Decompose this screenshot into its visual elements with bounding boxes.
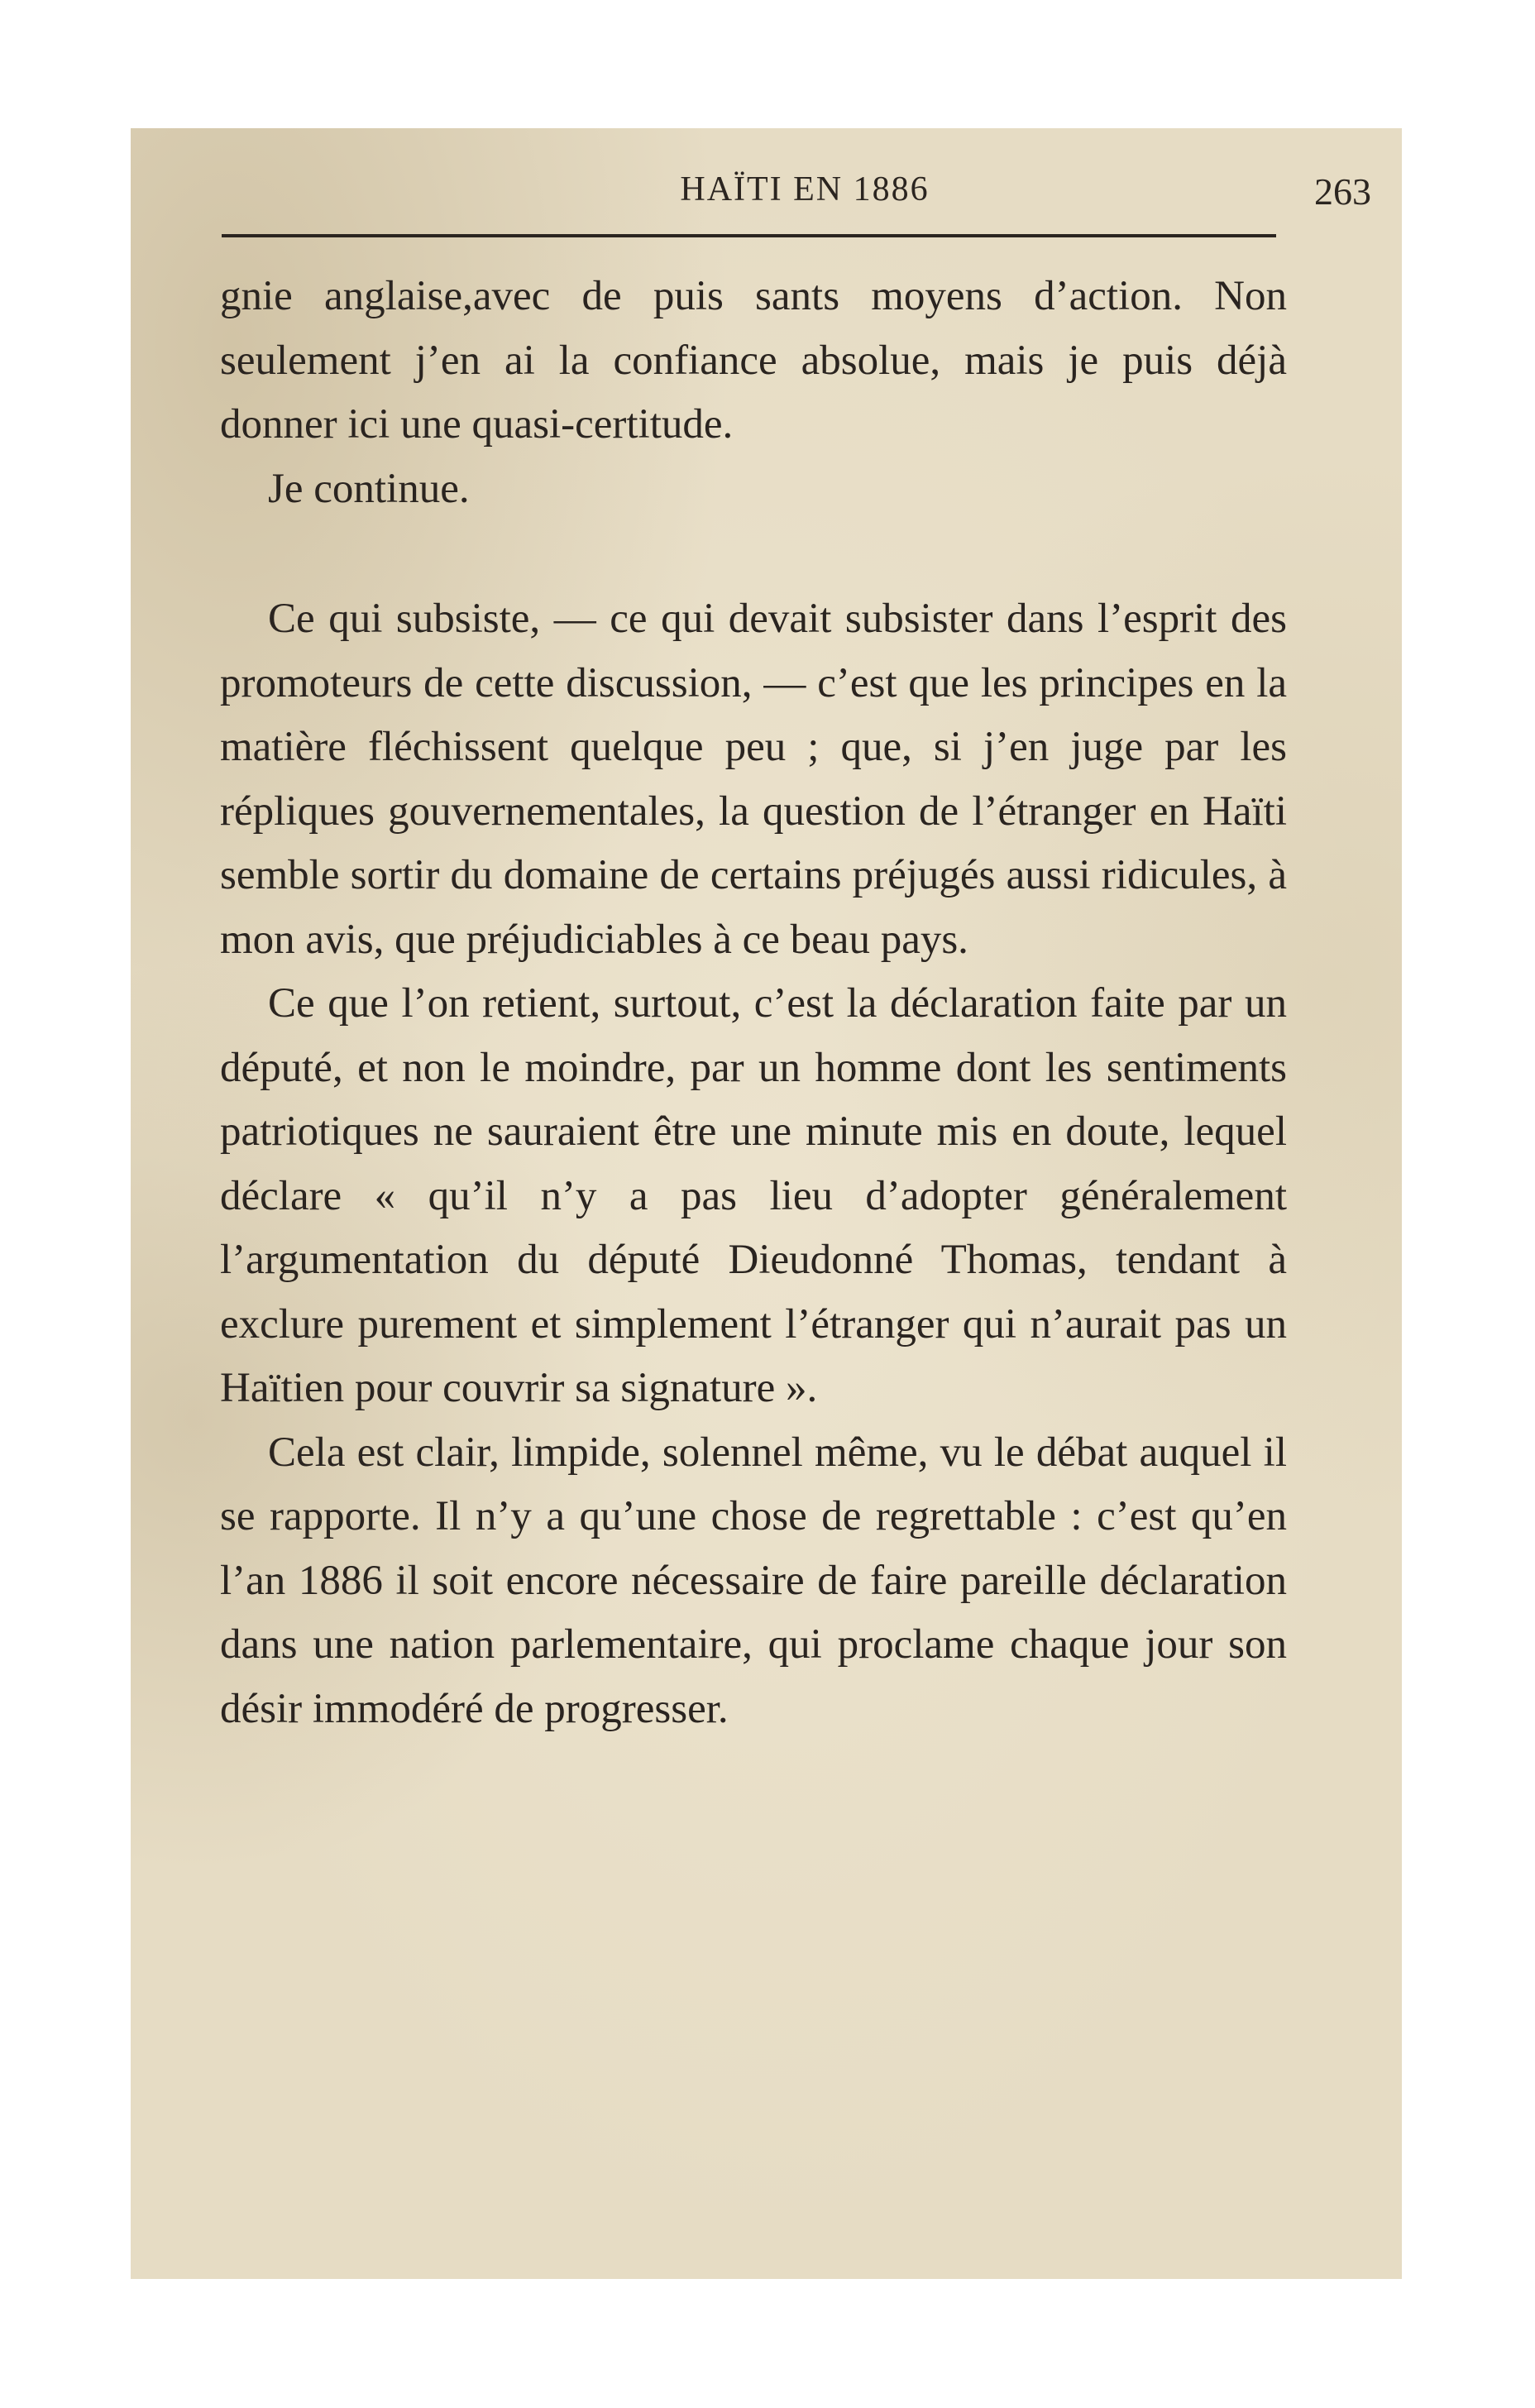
header-rule bbox=[222, 234, 1276, 237]
page-header bbox=[222, 170, 1388, 227]
paragraph-continuation: gnie anglaise,avec de puis sants moyens d’action. Non seulement j’en ai la confiance absolue, mais je puis déjà donner ici une quasi-certitude. bbox=[220, 273, 1287, 448]
paragraph-cela-est-clair: Cela est clair, limpide, solennel même, vu le débat auquel il se rapporte. Il n’y a qu’une chose de regrettable : c’est qu’en l’an 1886 il soit encore nécessaire de faire pareille déclaration dans une nation parlementaire, qui proclame chaque jour son désir immodéré de progresser. bbox=[220, 1429, 1287, 1732]
running-head: HAÏTI EN 1886 bbox=[680, 170, 930, 208]
paragraph-ce-que-lon-retient: Ce que l’on retient, surtout, c’est la déclaration faite par un député, et non le moindre, par un homme dont les sentiments patriotiques ne sauraient être une minute mis en doute, lequel déclare « qu’il n’y a pas lieu d’adopter généralement l’argumentation du député Dieudonné Thomas, tendant à exclure purement et simplement l’étranger qui n’aurait pas un Haïtien pour couvrir sa signature ». bbox=[220, 980, 1287, 1411]
paragraph-ce-qui-subsiste: Ce qui subsiste, — ce qui devait subsister dans l’esprit des promoteurs de cette discussion, — c’est que les principes en la matière fléchissent quelque peu ; que, si j’en juge par les répliques gouvernementales, la question de l’étranger en Haïti semble sortir du domaine de certains préjugés aussi ridicules, à mon avis, que préjudiciables à ce beau pays. bbox=[220, 596, 1287, 963]
section-gap bbox=[220, 521, 1287, 587]
paragraph-je-continue: Je continue. bbox=[268, 465, 470, 512]
book-page bbox=[131, 128, 1402, 2279]
body-text bbox=[220, 265, 1287, 1741]
page-number: 263 bbox=[1314, 170, 1371, 213]
